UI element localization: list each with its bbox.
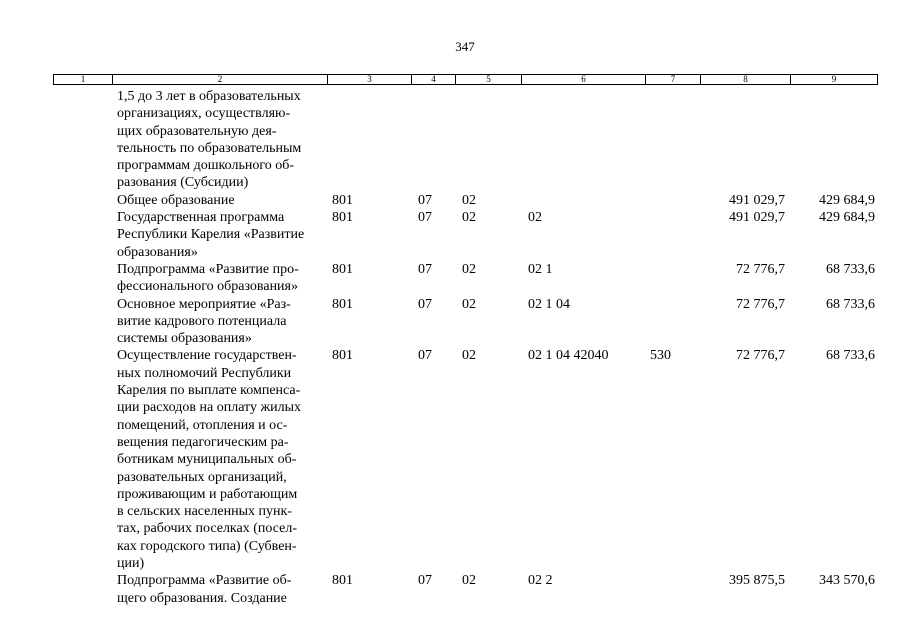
header-col-3: 3 <box>327 74 411 85</box>
table-row <box>53 192 878 209</box>
name-line: ных полномочий Республики <box>117 365 292 381</box>
cell-col-8: 491 029,7 <box>729 210 785 226</box>
cell-col-1 <box>53 347 112 572</box>
name-line: ции) <box>117 556 145 572</box>
header-col-2: 2 <box>112 74 327 85</box>
name-line: Общее образование <box>117 192 235 208</box>
cell-name <box>112 192 327 209</box>
cell-col-9: 343 570,6 <box>819 573 875 589</box>
cell-col-4: 07 <box>418 348 432 364</box>
header-col-6: 6 <box>521 74 645 85</box>
cell-col-7 <box>645 192 700 209</box>
name-line: организациях, осуществляю- <box>117 106 291 122</box>
cell-col-8: 72 776,7 <box>736 348 785 364</box>
name-line: фессионального образования» <box>117 279 298 295</box>
name-line: ках городского типа) (Субвен- <box>117 538 297 554</box>
name-line: 1,5 до 3 лет в образовательных <box>117 89 301 104</box>
name-line: витие кадрового потенциала <box>117 313 287 329</box>
cell-col-7 <box>645 296 700 348</box>
cell-name <box>112 296 327 348</box>
cell-col-1 <box>53 296 112 348</box>
cell-col-9 <box>790 88 878 192</box>
cell-name <box>112 347 327 572</box>
cell-col-8: 72 776,7 <box>736 261 785 277</box>
cell-name <box>112 209 327 261</box>
cell-col-4: 07 <box>418 296 432 312</box>
name-line: Подпрограмма «Развитие про- <box>117 261 299 277</box>
name-line: щих образовательную дея- <box>117 123 277 139</box>
header-col-8: 8 <box>700 74 790 85</box>
cell-col-3: 801 <box>332 261 353 277</box>
cell-col-5: 02 <box>462 210 476 226</box>
name-line: Государственная программа <box>117 210 285 226</box>
cell-col-7 <box>645 261 700 296</box>
cell-col-4 <box>411 88 455 192</box>
cell-col-4: 07 <box>418 192 432 208</box>
cell-col-5: 02 <box>462 348 476 364</box>
name-line: программам дошкольного об- <box>117 158 294 174</box>
cell-col-6 <box>521 88 645 192</box>
name-line: ботникам муниципальных об- <box>117 452 297 468</box>
name-line: Основное мероприятие «Раз- <box>117 296 291 312</box>
cell-col-4: 07 <box>418 573 432 589</box>
table-row <box>53 572 878 607</box>
cell-col-1 <box>53 261 112 296</box>
name-line: вещения педагогическим ра- <box>117 434 289 450</box>
header-col-9: 9 <box>790 74 878 85</box>
name-line: Осуществление государствен- <box>117 348 297 364</box>
name-line: тах, рабочих поселках (посел- <box>117 521 297 537</box>
cell-col-9: 68 733,6 <box>826 261 875 277</box>
cell-col-3: 801 <box>332 192 353 208</box>
cell-name <box>112 261 327 296</box>
cell-col-7 <box>645 572 700 607</box>
cell-col-3: 801 <box>332 296 353 312</box>
table-row <box>53 347 878 572</box>
cell-col-4: 07 <box>418 210 432 226</box>
name-line: тельность по образовательным <box>117 140 302 156</box>
name-line: в сельских населенных пунк- <box>117 504 292 520</box>
cell-col-8: 72 776,7 <box>736 296 785 312</box>
cell-col-1 <box>53 192 112 209</box>
table-row <box>53 261 878 296</box>
cell-col-3 <box>327 88 411 192</box>
cell-col-3: 801 <box>332 210 353 226</box>
name-line: разования (Субсидии) <box>117 175 249 191</box>
table-body <box>53 85 878 607</box>
header-col-5: 5 <box>455 74 521 85</box>
table-header <box>53 74 878 85</box>
name-line: щего образования. Создание <box>117 590 287 606</box>
cell-col-6: 02 <box>528 210 542 226</box>
name-line: ции расходов на оплату жилых <box>117 400 302 416</box>
name-line: разовательных организаций, <box>117 469 287 485</box>
table-row <box>53 209 878 261</box>
cell-col-6: 02 1 <box>528 261 553 277</box>
table-row <box>53 88 878 192</box>
cell-col-5: 02 <box>462 573 476 589</box>
cell-col-9: 68 733,6 <box>826 296 875 312</box>
cell-col-5 <box>455 88 521 192</box>
cell-col-8: 491 029,7 <box>729 192 785 208</box>
cell-col-4: 07 <box>418 261 432 277</box>
cell-name <box>112 88 327 192</box>
cell-col-7: 530 <box>650 348 671 364</box>
name-line: Карелия по выплате компенса- <box>117 383 301 399</box>
name-line: проживающим и работающим <box>117 486 298 502</box>
cell-col-6: 02 1 04 <box>528 296 570 312</box>
cell-col-1 <box>53 88 112 192</box>
name-line: образования» <box>117 244 198 260</box>
page-number: 347 <box>455 39 475 54</box>
budget-table <box>53 74 878 607</box>
cell-col-6: 02 2 <box>528 573 553 589</box>
name-line: Республики Карелия «Развитие <box>117 227 305 243</box>
name-line: Подпрограмма «Развитие об- <box>117 573 292 589</box>
cell-col-5: 02 <box>462 192 476 208</box>
cell-col-7 <box>645 88 700 192</box>
cell-col-5: 02 <box>462 296 476 312</box>
cell-col-8: 395 875,5 <box>729 573 785 589</box>
cell-col-9: 68 733,6 <box>826 348 875 364</box>
cell-col-9: 429 684,9 <box>819 192 875 208</box>
cell-col-9: 429 684,9 <box>819 210 875 226</box>
cell-name <box>112 572 327 607</box>
cell-col-7 <box>645 209 700 261</box>
table-row <box>53 296 878 348</box>
header-col-4: 4 <box>411 74 455 85</box>
cell-col-8 <box>700 88 790 192</box>
header-col-1: 1 <box>53 74 112 85</box>
cell-col-1 <box>53 572 112 607</box>
cell-col-6 <box>521 192 645 209</box>
cell-col-6: 02 1 04 42040 <box>528 348 609 364</box>
cell-col-5: 02 <box>462 261 476 277</box>
cell-col-3: 801 <box>332 348 353 364</box>
header-col-7: 7 <box>645 74 700 85</box>
cell-col-3: 801 <box>332 573 353 589</box>
name-line: системы образования» <box>117 331 252 347</box>
cell-col-1 <box>53 209 112 261</box>
name-line: помещений, отопления и ос- <box>117 417 288 433</box>
